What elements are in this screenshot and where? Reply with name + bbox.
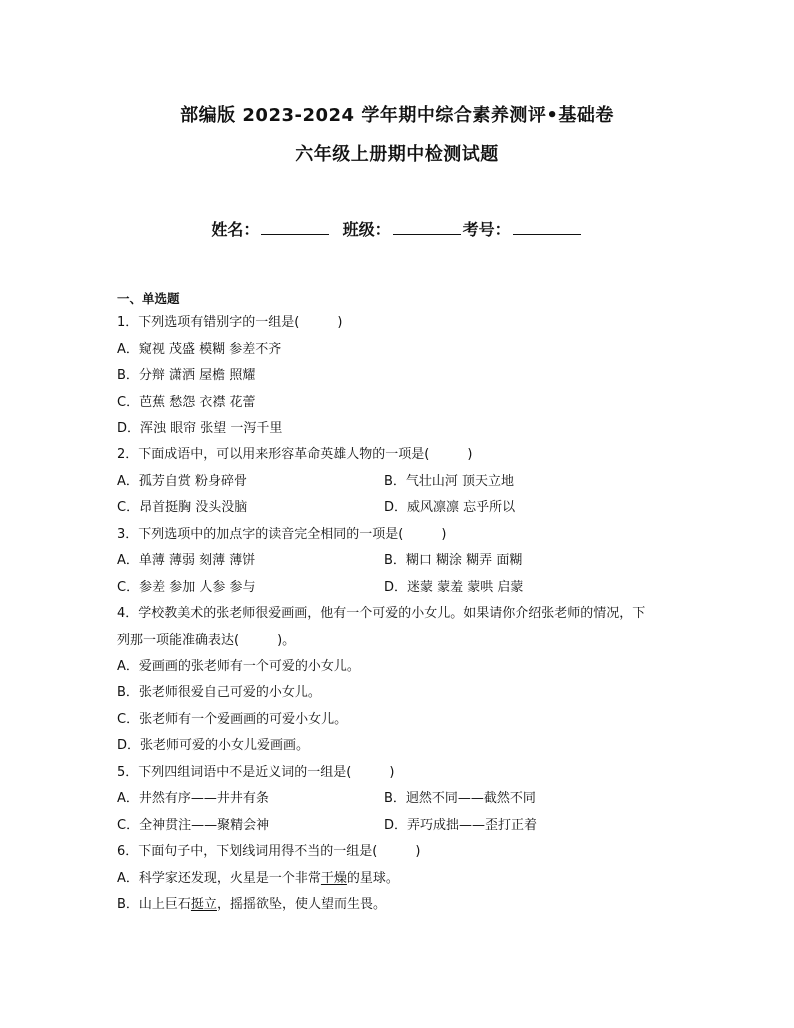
q5-option-a: A．井然有序——井井有条: [117, 791, 269, 806]
q4-option-d: D．张老师可爱的小女儿爱画画。: [117, 738, 310, 753]
q6-option-b: B．山上巨石挺立，摇摇欲坠，使人望而生畏。: [117, 897, 386, 912]
q5-option-d: D．弄巧成拙——歪打正着: [384, 818, 538, 833]
q1-option-b: B．分辩 潇洒 屋檐 照耀: [117, 368, 256, 383]
underlined-word: 干燥: [320, 871, 347, 886]
q5-option-b: B．迥然不同——截然不同: [384, 791, 536, 806]
exam-subtitle: 六年级上册期中检测试题: [295, 144, 499, 165]
name-blank[interactable]: [261, 220, 329, 235]
q4-option-a: A．爱画画的张老师有一个可爱的小女儿。: [117, 659, 360, 674]
q2-option-a: A．孤芳自赏 粉身碎骨: [117, 474, 248, 489]
q5-option-c: C．全神贯注——聚精会神: [117, 818, 270, 833]
q6-option-a: A．科学家还发现，火星是一个非常干燥的星球。: [117, 871, 399, 886]
question-4-stem-cont: 列那一项能准确表达( )。: [117, 633, 296, 648]
name-label: 姓名：: [211, 220, 260, 239]
q3-option-c: C．参差 参加 人参 参与: [117, 580, 256, 595]
q3-option-a: A．单薄 薄弱 刻薄 薄饼: [117, 553, 256, 568]
q3-option-d: D．迷蒙 蒙羞 蒙哄 启蒙: [384, 580, 524, 595]
question-3-stem: 3．下列选项中的加点字的读音完全相同的一项是( ): [117, 527, 447, 542]
q2-option-b: B．气壮山河 顶天立地: [384, 474, 515, 489]
q2-option-d: D．威风凛凛 忘乎所以: [384, 500, 516, 515]
student-info-row: [0, 217, 794, 240]
number-blank[interactable]: [513, 220, 581, 235]
q1-option-c: C．芭蕉 愁怨 衣襟 花蕾: [117, 395, 256, 410]
class-blank[interactable]: [393, 220, 461, 235]
q4-option-b: B．张老师很爱自己可爱的小女儿。: [117, 685, 321, 700]
question-6-stem: 6．下面句子中，下划线词用得不当的一组是( ): [117, 844, 421, 859]
question-5-stem: 5．下列四组词语中不是近义词的一组是( ): [117, 765, 395, 780]
q1-option-a: A．窥视 茂盛 模糊 参差不齐: [117, 342, 282, 357]
q2-option-c: C．昂首挺胸 没头没脑: [117, 500, 248, 515]
question-2-stem: 2．下面成语中，可以用来形容革命英雄人物的一项是( ): [117, 447, 473, 462]
question-1-stem: 1．下列选项有错别字的一组是( ): [117, 315, 343, 330]
q4-option-c: C．张老师有一个爱画画的可爱小女儿。: [117, 712, 348, 727]
q3-option-b: B．糊口 糊涂 糊弄 面糊: [384, 553, 523, 568]
question-4-stem: 4．学校教美术的张老师很爱画画，他有一个可爱的小女儿。如果请你介绍张老师的情况，下: [117, 606, 646, 621]
number-label: 考号：: [462, 220, 511, 239]
section-heading: 一、单选题: [117, 291, 180, 306]
q1-option-d: D．浑浊 眼帘 张望 一泻千里: [117, 421, 283, 436]
exam-title: 部编版 2023-2024 学年期中综合素养测评•基础卷: [180, 105, 614, 126]
underlined-word: 挺立: [190, 897, 217, 912]
class-label: 班级：: [342, 220, 391, 239]
